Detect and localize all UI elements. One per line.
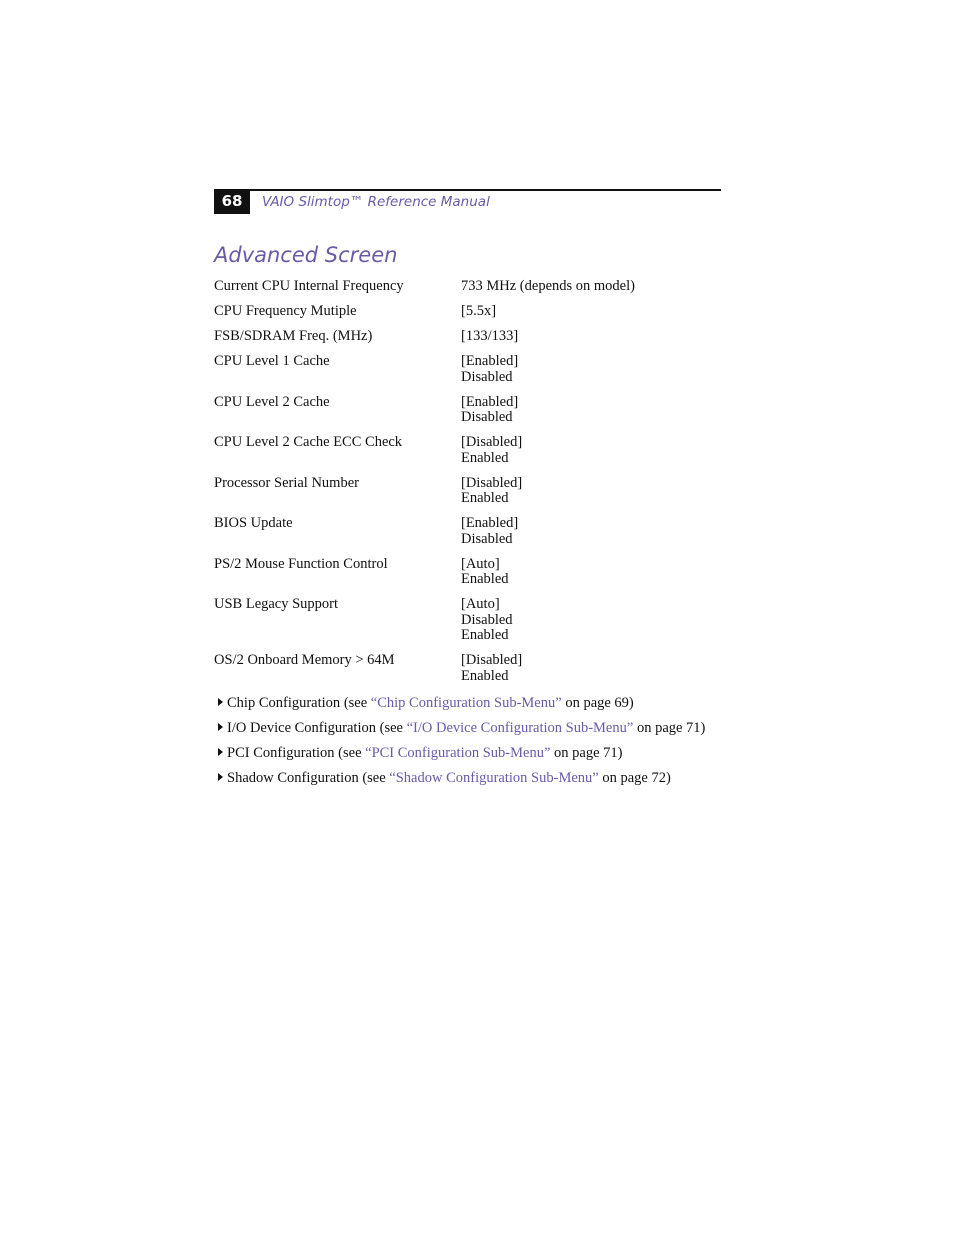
setting-value: [Enabled] (461, 515, 519, 531)
setting-value: Enabled (461, 490, 509, 506)
setting-value: Enabled (461, 449, 509, 466)
setting-values (461, 354, 721, 385)
submenu-link[interactable]: “PCI Configuration Sub-Menu” (365, 745, 551, 761)
setting-values (461, 653, 721, 684)
submenu-item (214, 744, 734, 769)
settings-table (214, 279, 721, 694)
setting-value: [Auto] (461, 555, 500, 572)
setting-label: Current CPU Internal Frequency (214, 278, 404, 294)
triangle-bullet-icon (218, 723, 223, 731)
page-reference: on page 69) (561, 695, 634, 711)
setting-row (214, 395, 721, 426)
see-prefix: (see (343, 695, 371, 711)
setting-value: [5.5x] (461, 303, 497, 319)
setting-row (214, 329, 721, 345)
setting-value: Disabled (461, 611, 513, 628)
setting-values (461, 476, 721, 507)
setting-values (461, 395, 721, 426)
setting-row (214, 435, 721, 466)
setting-row (214, 653, 721, 684)
setting-values (461, 557, 721, 588)
setting-value: 733 MHz (depends on model) (461, 278, 635, 294)
submenu-item (214, 694, 734, 719)
setting-values (461, 516, 721, 547)
submenu-item (214, 719, 734, 744)
triangle-bullet-icon (218, 773, 223, 781)
section-title: Advanced Screen (214, 243, 398, 267)
submenu-link[interactable]: “Chip Configuration Sub-Menu” (370, 695, 562, 711)
setting-label: OS/2 Onboard Memory > 64M (214, 652, 395, 668)
setting-value: Enabled (461, 627, 509, 643)
setting-values (461, 279, 721, 295)
setting-value: Enabled (461, 571, 509, 587)
page-reference: on page 71) (550, 745, 623, 761)
submenu-name: I/O Device Configuration (227, 720, 376, 736)
setting-value: [Enabled] (461, 393, 519, 410)
setting-row (214, 597, 721, 644)
setting-value: [Disabled] (461, 434, 523, 450)
submenu-name: PCI Configuration (227, 745, 335, 761)
setting-label: PS/2 Mouse Function Control (214, 555, 388, 572)
triangle-bullet-icon (218, 698, 223, 706)
page-reference: on page 72) (598, 770, 671, 786)
setting-row (214, 304, 721, 320)
setting-label: CPU Level 1 Cache (214, 353, 330, 369)
setting-row (214, 354, 721, 385)
submenu-list (214, 694, 734, 794)
setting-value: Disabled (461, 530, 513, 547)
setting-value: [133/133] (461, 328, 519, 344)
see-prefix: (see (362, 770, 390, 786)
see-prefix: (see (379, 720, 407, 736)
setting-value: [Enabled] (461, 353, 519, 369)
header-rule (214, 189, 721, 191)
setting-values (461, 435, 721, 466)
setting-values (461, 597, 721, 644)
setting-value: [Auto] (461, 596, 500, 612)
setting-label: FSB/SDRAM Freq. (MHz) (214, 328, 373, 344)
setting-label: USB Legacy Support (214, 596, 339, 612)
submenu-item (214, 769, 734, 794)
setting-label: BIOS Update (214, 515, 293, 531)
setting-value: Disabled (461, 368, 513, 385)
submenu-link[interactable]: “Shadow Configuration Sub-Menu” (389, 770, 599, 786)
submenu-name: Shadow Configuration (227, 770, 359, 786)
setting-label: CPU Frequency Mutiple (214, 303, 357, 319)
setting-values (461, 304, 721, 320)
page-reference: on page 71) (633, 720, 706, 736)
see-prefix: (see (338, 745, 366, 761)
setting-value: [Disabled] (461, 474, 523, 491)
setting-value: Enabled (461, 667, 509, 684)
setting-label: CPU Level 2 Cache (214, 393, 330, 410)
submenu-name: Chip Configuration (227, 695, 341, 711)
setting-row (214, 279, 721, 295)
running-title: VAIO Slimtop™ Reference Manual (262, 194, 490, 210)
setting-value: Disabled (461, 409, 513, 425)
setting-values (461, 329, 721, 345)
setting-label: CPU Level 2 Cache ECC Check (214, 434, 403, 450)
setting-label: Processor Serial Number (214, 474, 359, 491)
setting-row (214, 557, 721, 588)
triangle-bullet-icon (218, 748, 223, 756)
page-number: 68 (214, 189, 250, 214)
setting-row (214, 476, 721, 507)
setting-value: [Disabled] (461, 652, 523, 668)
submenu-link[interactable]: “I/O Device Configuration Sub-Menu” (406, 720, 634, 736)
setting-row (214, 516, 721, 547)
